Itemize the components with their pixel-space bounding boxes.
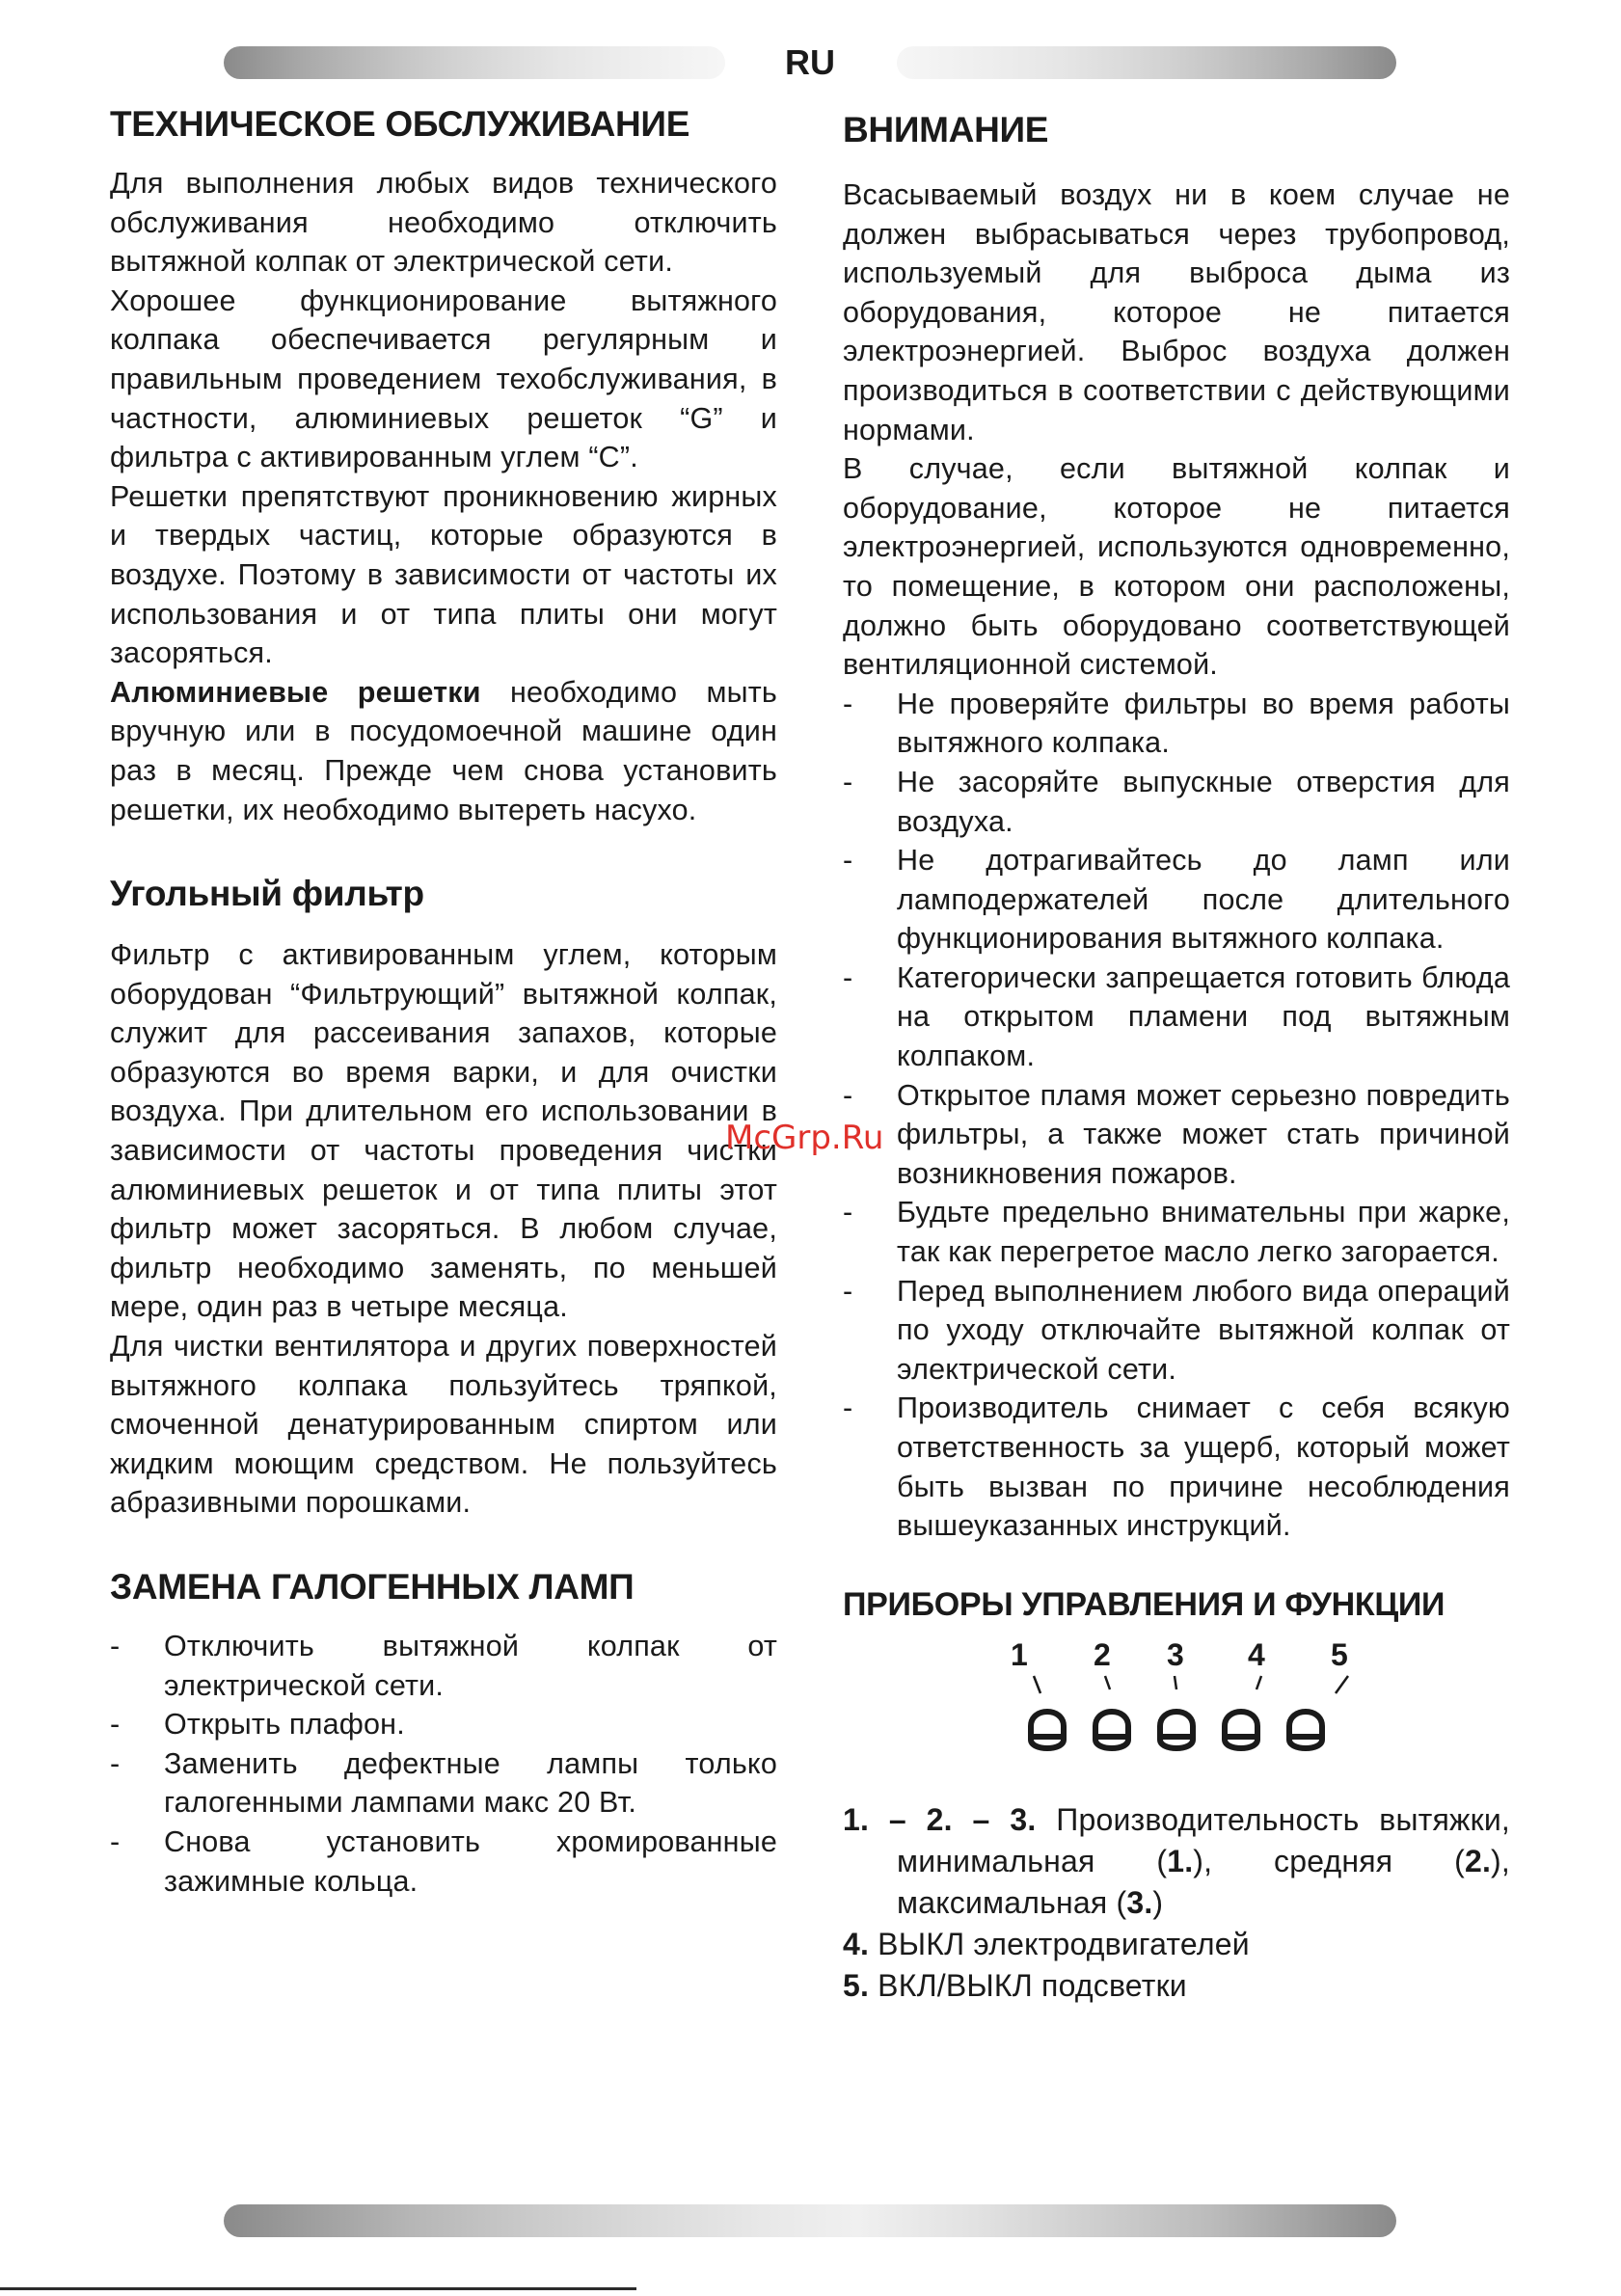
knob-icon-1 [1029, 1712, 1066, 1748]
knob-label-1: 1 [1011, 1636, 1028, 1672]
knob-icon-5 [1287, 1712, 1324, 1748]
control-desc-4: 4. ВЫКЛ электродвигателей [843, 1926, 1250, 1961]
controls-title: ПРИБОРЫ УПРАВЛЕНИЯ И ФУНКЦИИ [843, 1585, 1445, 1623]
warning-paragraph-2: В случае, если вытяжной колпак и оборудование, которое не питается электроэнергией, используются одновременно, то помещение, в котором они расположены, должно быть оборудовано соответствующей вентиляционной системой. [843, 452, 1510, 682]
aluminium-grids-label: Алюминиевые решетки [110, 675, 481, 709]
left-column [110, 96, 777, 1901]
knobs-drawing [843, 1637, 1510, 1782]
list-item: - Не дотрагивайтесь до ламп или ламподержателей после длительного функционирования вытяжного колпака. [843, 844, 1510, 956]
list-item: - Отключить вытяжной колпак от электрической сети. [110, 1630, 777, 1702]
knob-icon-2 [1094, 1712, 1130, 1748]
halogen-lamps-list [110, 1627, 777, 1901]
warning-title: ВНИМАНИЕ [843, 110, 1049, 149]
list-item: - Не проверяйте фильтры во время работы вытяжного колпака. [843, 687, 1510, 760]
maintenance-section [110, 104, 777, 829]
footer-bar [224, 2204, 1396, 2237]
carbon-filter-title: Угольный фильтр [110, 874, 424, 914]
aluminium-grids-text: необходимо мыть вручную или в посудомоечной машине один раз в месяц. Прежде чем снова установить решетки, их необходимо вытереть насухо. [110, 675, 777, 826]
control-desc-1-3: 1. – 2. – 3. Производительность вытяжки, минимальная (1.), средняя (2.), максимальная (3.) [843, 1801, 1510, 1920]
maintenance-paragraph-1: Для выполнения любых видов технического обслуживания необходимо отключить вытяжной колпак от электрической сети. [110, 167, 777, 279]
carbon-filter-section [110, 874, 777, 1523]
knob-label-3: 3 [1167, 1636, 1184, 1672]
list-item: - Не засоряйте выпускные отверстия для воздуха. [843, 765, 1510, 838]
list-item: - Производитель снимает с себя всякую ответственность за ущерб, который может быть вызван по причине несоблюдения вышеуказанных инструкций. [843, 1391, 1510, 1543]
knob-label-2: 2 [1094, 1636, 1111, 1672]
warning-paragraph-1: Всасываемый воздух ни в коем случае не должен выбрасываться через трубопровод, используемый для выброса дыма из оборудования, которое не питается электроэнергией. Выброс воздуха должен производиться в соответствии с действующими нормами. [843, 178, 1510, 446]
list-item: - Заменить дефектные лампы только галогенными лампами макс 20 Вт. [110, 1746, 777, 1820]
warning-section [843, 110, 1510, 1546]
control-desc-5: 5. ВКЛ/ВЫКЛ подсветки [843, 1967, 1187, 2003]
header-bar-right [897, 46, 1396, 79]
list-item: - Снова установить хромированные зажимные кольца. [110, 1824, 777, 1898]
carbon-filter-paragraph-1: Фильтр с активированным углем, которым оборудован “Фильтрующий” вытяжной колпак, служит для рассеивания запахов, которые образуются во время варки, и для очистки воздуха. При длительном его использовании в зависимости от частоты проведения чистки алюминиевых решеток и от типа плиты этот фильтр может засоряться. В любом случае, фильтр необходимо заменять, по меньшей мере, один раз в четыре месяца. [110, 938, 777, 1324]
list-item: - Категорически запрещается готовить блюда на открытом пламени под вытяжным колпаком. [843, 960, 1510, 1073]
header-bar-left [224, 46, 725, 79]
knob-icon-3 [1158, 1712, 1195, 1748]
footer-divider [0, 2287, 636, 2290]
warning-list [843, 685, 1510, 1546]
list-item: - Открытое пламя может серьезно повредить фильтры, а также может стать причиной возникновения пожаров. [843, 1078, 1510, 1190]
controls-section [843, 1586, 1510, 2007]
maintenance-paragraph-2: Хорошее функционирование вытяжного колпака обеспечивается регулярным и правильным проведением техобслуживания, в частности, алюминиевых решеток “G” и фильтра с активированным углем “C”. [110, 284, 777, 474]
knob-label-4: 4 [1248, 1636, 1265, 1672]
right-column [843, 96, 1510, 2007]
carbon-filter-paragraph-2: Для чистки вентилятора и других поверхностей вытяжного колпака пользуйтесь тряпкой, смоченной денатурированным спиртом или жидким моющим средством. Не пользуйтесь абразивными порошками. [110, 1330, 777, 1520]
knob-icon-4 [1223, 1712, 1259, 1748]
watermark: McGrp.Ru [725, 1119, 884, 1157]
control-panel-diagram [843, 1637, 1510, 1782]
maintenance-paragraph-3: Решетки препятствуют проникновению жирных и твердых частиц, которые образуются в воздухе. Поэтому в зависимости от частоты их использования и от типа плиты они могут засоряться. [110, 479, 777, 670]
halogen-lamps-title: ЗАМЕНА ГАЛОГЕННЫХ ЛАМП [110, 1567, 635, 1607]
halogen-lamps-section [110, 1567, 777, 1901]
language-label: RU [785, 42, 835, 82]
maintenance-title: ТЕХНИЧЕСКОЕ ОБСЛУЖИВАНИЕ [110, 104, 690, 144]
knob-label-5: 5 [1331, 1636, 1348, 1672]
list-item: - Будьте предельно внимательны при жарке, так как перегретое масло легко загорается. [843, 1196, 1510, 1269]
maintenance-paragraph-4 [110, 673, 777, 829]
list-item: - Открыть плафон. [110, 1708, 405, 1742]
knob-icons [1029, 1712, 1324, 1748]
list-item: - Перед выполнением любого вида операций по уходу отключайте вытяжной колпак от электрической сети. [843, 1274, 1510, 1386]
